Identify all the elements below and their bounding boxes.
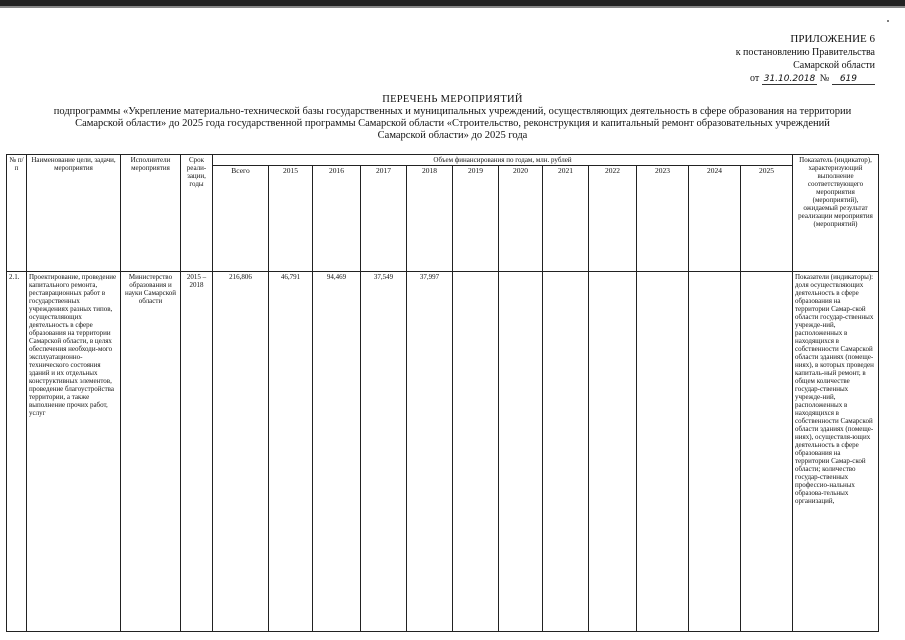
appendix-date-line (675, 72, 875, 86)
col-header-executors: Исполнители мероприятия (121, 155, 181, 272)
year-header-2024: 2024 (689, 166, 741, 272)
document-title (20, 94, 885, 142)
number-prefix: № (819, 73, 830, 84)
row-value-total: 216,806 (213, 272, 269, 632)
number-value: 619 (832, 74, 875, 85)
row-executor: Министерство образования и науки Самарской области (121, 272, 181, 632)
row-value-2021 (543, 272, 589, 632)
year-header-2016: 2016 (313, 166, 361, 272)
row-measure-name: Проектирование, проведение капитального ремонта, реставрационных работ в государственных учреждениях разных типов, осуществляющих деятельность в сфере образования на территории Самарской области, в целях обеспечения необходи-мого эксплуатационно-технического состояния зданий и их отдельных конструктивных элементов, проведение благоустройства территории, а также выполнение прочих работ, услуг (27, 272, 121, 632)
col-header-indicator: Показатель (индикатор), характеризующий выполнение соответствующего мероприятия (мероприятий), ожидаемый результат реализации мероприятия (мероприятий) (793, 155, 879, 272)
measures-table (6, 154, 879, 632)
row-value-2015: 46,791 (269, 272, 313, 632)
row-value-2017: 37,549 (361, 272, 407, 632)
row-value-2022 (589, 272, 637, 632)
col-header-name: Наименование цели, задачи, мероприятия (27, 155, 121, 272)
appendix-block (675, 33, 875, 86)
scan-top-border-shade (0, 6, 905, 8)
year-header-2020: 2020 (499, 166, 543, 272)
row-num: 2.1. (7, 272, 27, 632)
appendix-line-2: к постановлению Правительства (735, 47, 875, 58)
row-value-2025 (741, 272, 793, 632)
date-prefix: от (749, 73, 760, 84)
year-header-total: Всего (213, 166, 269, 272)
row-value-2023 (637, 272, 689, 632)
date-value: 31.10.2018 (763, 74, 816, 84)
year-header-2022: 2022 (589, 166, 637, 272)
row-value-2019 (453, 272, 499, 632)
title-line-1: подпрограммы «Укрепление материально-технической базы государственных и муниципальных учреждений, осуществляющих деятельность в сфере образования на территории (53, 106, 852, 117)
year-header-2019: 2019 (453, 166, 499, 272)
title-main: ПЕРЕЧЕНЬ МЕРОПРИЯТИЙ (382, 94, 523, 105)
year-header-2023: 2023 (637, 166, 689, 272)
year-header-2021: 2021 (543, 166, 589, 272)
row-value-2018: 37,997 (407, 272, 453, 632)
scan-speck (887, 20, 889, 22)
header-row (7, 155, 879, 166)
row-indicator: Показатели (индикаторы): доля осуществляющих деятельность в сфере образования на территории Самар-ской области государ-ственных учрежде-ний, расположенных в находящихся в собственности Самарской области зданиях (помеще-ниях), в которых проведен капиталь-ный ремонт, в общем количестве государ-ственных учрежде-ний, расположенных в находящихся в собственности Самарской области зданиях (помеще-ниях), осуществля-ющих деятельность в сфере образования на территории Самар-ской области; количество государ-ственных профессио-нальных образова-тельных организаций, (793, 272, 879, 632)
col-header-num: № п/п (7, 155, 27, 272)
year-header-2015: 2015 (269, 166, 313, 272)
year-header-2018: 2018 (407, 166, 453, 272)
col-header-period: Срок реали-зации, годы (181, 155, 213, 272)
table-row (7, 272, 879, 632)
row-value-2024 (689, 272, 741, 632)
year-header-2025: 2025 (741, 166, 793, 272)
year-header-2017: 2017 (361, 166, 407, 272)
appendix-heading: ПРИЛОЖЕНИЕ 6 (790, 33, 875, 45)
row-value-2020 (499, 272, 543, 632)
col-header-funding: Объем финансирования по годам, млн. рублей (213, 155, 793, 166)
title-line-2: Самарской области» до 2025 года государственной программы Самарской области «Строительство, реконструкция и капитальный ремонт образовательных учреждений (75, 118, 830, 129)
row-value-2016: 94,469 (313, 272, 361, 632)
appendix-line-3: Самарской области (793, 60, 875, 71)
row-period: 2015 – 2018 (181, 272, 213, 632)
title-line-3: Самарской области» до 2025 года (377, 130, 528, 141)
